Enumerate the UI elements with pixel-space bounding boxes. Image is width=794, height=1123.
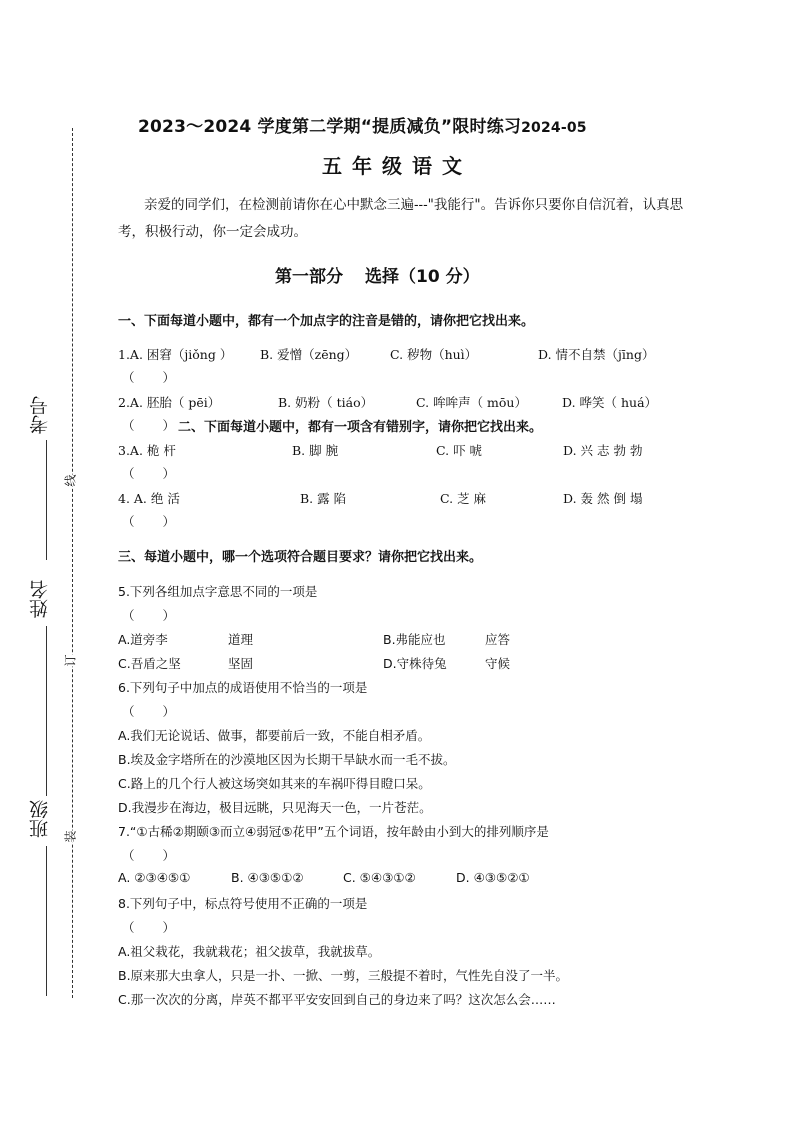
q4-option-d: D. 轰 然 倒 塌 (563, 491, 643, 506)
q7-option-a: A. ②③④⑤① (118, 870, 191, 885)
q5-answer-blank[interactable]: （ ） (122, 608, 177, 623)
binding-mark-line: 线 (60, 474, 81, 486)
exam-title (138, 112, 587, 137)
q3-option-d: D. 兴 志 勃 勃 (563, 443, 643, 458)
q8-option-b: B.原来那大虫拿人，只是一扑、一掀、一剪，三般提不着时，气性先自没了一半。 (118, 968, 569, 983)
q7-option-b: B. ④③⑤①② (231, 870, 304, 885)
q1-option-c: C. 秽物（huì） (390, 347, 478, 362)
q1-answer-blank[interactable]: （ ） (122, 370, 177, 385)
q4-answer-blank[interactable]: （ ） (122, 514, 177, 529)
q3-option-a: 3.A. 桅 杆 (118, 443, 176, 458)
binding-mark-zhuang: 装 (60, 830, 81, 842)
section2-heading: 二、下面每道小题中，都有一项含有错别字，请你把它找出来。 (178, 420, 543, 435)
binding-dashed-line (72, 128, 73, 998)
q7-stem: 7.“①古稀②期颐③而立④弱冠⑤花甲”五个词语，按年龄由小到大的排列顺序是 (118, 824, 549, 839)
q2-option-d: D. 哗笑（ huá） (562, 395, 658, 410)
q5-stem: 5.下列各组加点字意思不同的一项是 (118, 584, 318, 599)
q8-option-c: C.那一次次的分离，岸英不都平平安安回到自己的身边来了吗？这次怎么会…… (118, 992, 556, 1007)
q1-option-d: D. 情不自禁（jīng） (538, 347, 655, 362)
q5-option-c-compare: 坚固 (228, 656, 254, 671)
q3-answer-blank[interactable]: （ ） (122, 466, 177, 481)
exam-title-text: 2023～2024 学度第二学期“提质减负”限时练习 (138, 117, 522, 137)
q2-option-a: 2.A. 胚胎（ pēi） (118, 395, 221, 410)
q8-stem: 8.下列句子中，标点符号使用不正确的一项是 (118, 896, 368, 911)
name-blank (46, 626, 47, 796)
part1-heading (275, 262, 480, 287)
name-label: 姓名 (29, 580, 51, 618)
exam-number-label: 考号 (29, 396, 51, 434)
q2-answer-blank[interactable]: （ ） (122, 418, 177, 433)
q2-option-b: B. 奶粉（ tiáo） (278, 395, 374, 410)
class-label: 班级 (29, 800, 51, 838)
intro-text: 亲爱的同学们，在检测前请你在心中默念三遍---"我能行"。告诉你只要你自信沉着，认真思考，积极行动，你一定会成功。 (118, 197, 684, 240)
q7-option-c: C. ⑤④③①② (343, 870, 416, 885)
q5-option-c-word: C.吾盾之坚 (118, 656, 181, 671)
q7-answer-blank[interactable]: （ ） (122, 848, 177, 863)
q3-option-b: B. 脚 腕 (292, 443, 339, 458)
q2-option-c: C. 哞哞声（ mōu） (416, 395, 527, 410)
exam-subtitle: 五年级语文 (322, 154, 472, 178)
q3-option-c: C. 吓 唬 (436, 443, 483, 458)
q1-option-b: B. 爱憎（zēng） (260, 347, 358, 362)
section3-heading: 三、每道小题中，哪一个选项符合题目要求？请你把它找出来。 (118, 550, 483, 565)
q6-option-c: C.路上的几个行人被这场突如其来的车祸吓得目瞪口呆。 (118, 776, 431, 791)
q5-option-b-word: B.弗能应也 (383, 632, 446, 647)
class-blank (46, 846, 47, 996)
q7-option-d: D. ④③⑤②① (456, 870, 530, 885)
q6-option-b: B.埃及金字塔所在的沙漠地区因为长期干旱缺水而一毛不拔。 (118, 752, 456, 767)
exam-number-blank (46, 440, 47, 560)
q6-option-a: A.我们无论说话、做事，都要前后一致，不能自相矛盾。 (118, 728, 431, 743)
q5-option-a-word: A.道旁李 (118, 632, 168, 647)
q8-option-a: A.祖父栽花，我就栽花；祖父拔草，我就拔草。 (118, 944, 381, 959)
q5-option-d-compare: 守候 (485, 656, 511, 671)
part1-title: 选择（10 分） (365, 267, 480, 287)
section1-heading: 一、下面每道小题中，都有一个加点字的注音是错的，请你把它找出来。 (118, 314, 535, 329)
q4-option-a: 4. A. 绝 活 (118, 491, 180, 506)
intro-paragraph (118, 192, 686, 246)
q5-option-a-compare: 道理 (228, 632, 254, 647)
q5-option-d-word: D.守株待兔 (383, 656, 447, 671)
binding-mark-ding: 订 (60, 654, 81, 666)
exam-date: 2024-05 (521, 120, 587, 136)
q4-option-c: C. 芝 麻 (440, 491, 487, 506)
q8-answer-blank[interactable]: （ ） (122, 920, 177, 935)
q6-stem: 6.下列句子中加点的成语使用不恰当的一项是 (118, 680, 368, 695)
q6-option-d: D.我漫步在海边，极目远眺，只见海天一色，一片苍茫。 (118, 800, 432, 815)
q5-option-b-compare: 应答 (485, 632, 511, 647)
part1-label: 第一部分 (275, 267, 343, 287)
q1-option-a: 1.A. 困窘（jiǒng ） (118, 347, 233, 362)
q4-option-b: B. 露 陷 (300, 491, 347, 506)
q6-answer-blank[interactable]: （ ） (122, 704, 177, 719)
